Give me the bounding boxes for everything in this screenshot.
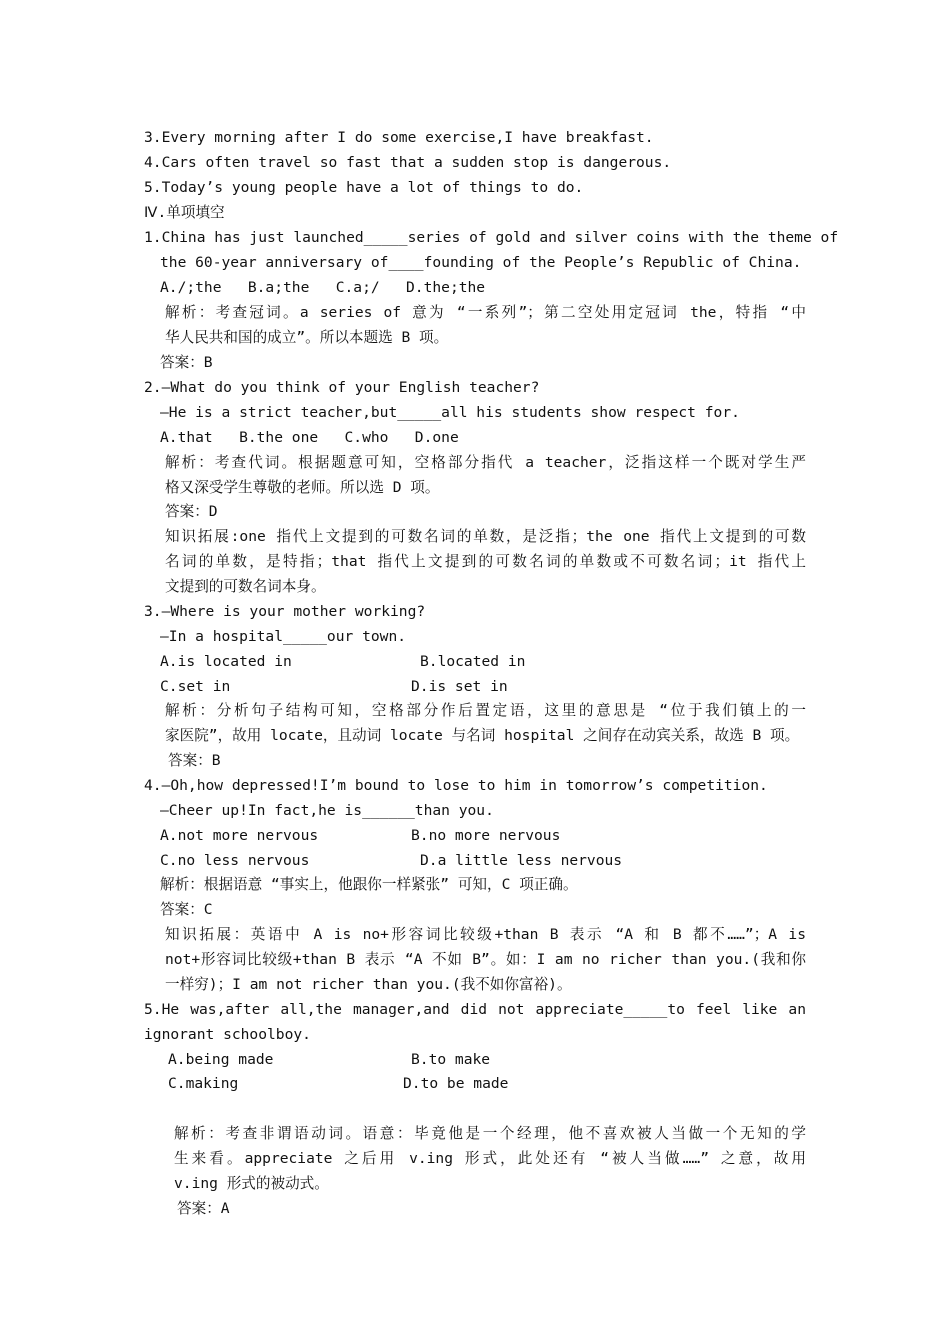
answer-line: 答案：B: [160, 354, 213, 371]
question-line: 2.—What do you think of your English teacher?: [144, 379, 540, 396]
explanation-line: 解析：分析句子结构可知，空格部分作后置定语，这里的意思是 “位于我们镇上的一: [165, 702, 806, 719]
answer-options: A./;the B.a;the C.a;/ D.the;the: [160, 279, 486, 296]
answer-line: 答案：B: [168, 752, 221, 769]
question-line: 5.He was,after all,the manager,and did not appreciate_____to feel like an: [144, 1001, 806, 1018]
answer-option: C.no less nervous: [160, 852, 310, 869]
answer-line: 答案：D: [165, 503, 218, 520]
explanation-line: 家医院”，故用 locate，且动词 locate 与名词 hospital 之间存在动宾关系，故选 B 项。: [165, 727, 800, 744]
answer-option: C.making: [168, 1075, 239, 1092]
question-line: the 60-year anniversary of____founding of the People’s Republic of China.: [160, 254, 802, 271]
explanation-line: 格又深受学生尊敬的老师。所以选 D 项。: [165, 479, 440, 496]
knowledge-line: 一样穷)；I am not richer than you.(我不如你富裕)。: [165, 976, 572, 993]
answer-option: C.set in: [160, 678, 231, 695]
sentence-line: 4.Cars often travel so fast that a sudden stop is dangerous.: [144, 154, 672, 171]
answer-option: D.to be made: [403, 1075, 509, 1092]
question-line: —He is a strict teacher,but_____all his students show respect for.: [160, 404, 740, 421]
question-line: 1.China has just launched_____series of gold and silver coins with the theme of: [144, 229, 839, 246]
explanation-line: 解析：考查非谓语动词。语意：毕竟他是一个经理，他不喜欢被人当做一个无知的学: [174, 1125, 806, 1142]
knowledge-line: 知识拓展：英语中 A is no+形容词比较级+than B 表示 “A 和 B 都不……”；A is: [165, 926, 806, 943]
question-line: —Cheer up!In fact,he is______than you.: [160, 802, 494, 819]
question-line: ignorant schoolboy.: [144, 1026, 311, 1043]
question-line: 3.—Where is your mother working?: [144, 603, 426, 620]
answer-option: A.is located in: [160, 653, 292, 670]
knowledge-line: 名词的单数，是特指；that 指代上文提到的可数名词的单数或不可数名词；it 指代上: [165, 553, 806, 570]
sentence-line: 3.Every morning after I do some exercise,I have breakfast.: [144, 129, 654, 146]
section-heading: Ⅳ.单项填空: [144, 204, 225, 221]
explanation-line: 解析：考查冠词。a series of 意为 “一系列”；第二空处用定冠词 the，特指 “中: [165, 304, 806, 321]
explanation-line: v.ing 形式的被动式。: [174, 1175, 329, 1192]
answer-option: D.is set in: [411, 678, 508, 695]
answer-option: A.being made: [168, 1051, 274, 1068]
answer-line: 答案：C: [160, 901, 213, 918]
explanation-line: 解析：考查代词。根据题意可知，空格部分指代 a teacher，泛指这样一个既对学生严: [165, 454, 806, 471]
answer-options: A.that B.the one C.who D.one: [160, 429, 459, 446]
answer-option: D.a little less nervous: [420, 852, 623, 869]
explanation-line: 生来看。appreciate 之后用 v.ing 形式，此处还有 “被人当做……” 之意，故用: [174, 1150, 806, 1167]
answer-option: B.no more nervous: [411, 827, 561, 844]
question-line: —In a hospital_____our town.: [160, 628, 407, 645]
question-line: 4.—Oh,how depressed!I’m bound to lose to him in tomorrow’s competition.: [144, 777, 768, 794]
answer-option: B.to make: [411, 1051, 491, 1068]
knowledge-line: 知识拓展:one 指代上文提到的可数名词的单数，是泛指；the one 指代上文提到的可数: [165, 528, 806, 545]
sentence-line: 5.Today’s young people have a lot of things to do.: [144, 179, 584, 196]
answer-option: A.not more nervous: [160, 827, 319, 844]
explanation-line: 华人民共和国的成立”。所以本题选 B 项。: [165, 329, 449, 346]
knowledge-line: not+形容词比较级+than B 表示 “A 不如 B”。如：I am no richer than you.(我和你: [165, 951, 806, 968]
explanation-line: 解析：根据语意 “事实上，他跟你一样紧张” 可知，C 项正确。: [160, 876, 578, 893]
answer-option: B.located in: [420, 653, 526, 670]
answer-line: 答案：A: [177, 1200, 230, 1217]
knowledge-line: 文提到的可数名词本身。: [165, 578, 326, 595]
